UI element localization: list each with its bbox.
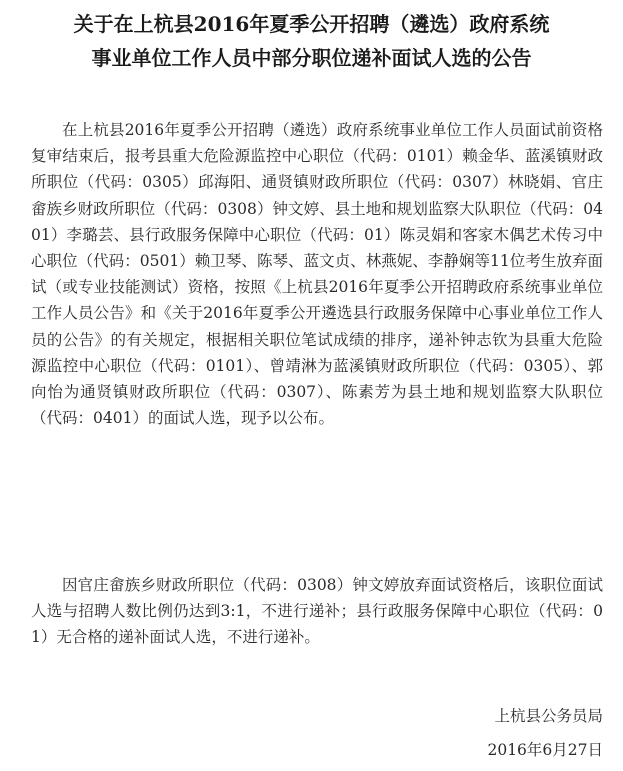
signature-date: 2016年6月27日 [487,741,603,759]
title-line-2: 事业单位工作人员中部分职位递补面试人选的公告 [91,46,532,70]
signature-organization: 上杭县公务员局 [494,707,603,725]
body-paragraph-1 [31,117,603,431]
title-line-1: 关于在上杭县2016年夏季公开招聘（遴选）政府系统 [73,12,550,36]
paragraph-text: 因官庄畲族乡财政所职位（代码：0308）钟文婷放弃面试资格后，该职位面试人选与招聘人数比例仍达到3:1，不进行递补；县行政服务保障中心职位（代码：01）无合格的递补面试人选，不进行递补。 [31,576,603,647]
body-paragraph-2 [31,572,603,651]
paragraph-text: 在上杭县2016年夏季公开招聘（遴选）政府系统事业单位工作人员面试前资格复审结束后，报考县重大危险源监控中心职位（代码：0101）赖金华、蓝溪镇财政所职位（代码：0305）邱海阳、通贤镇财政所职位（代码：0307）林晓娟、官庄畲族乡财政所职位（代码：0308）钟文婷、县土地和规划监察大队职位（代码：0401）李璐芸、县行政服务保障中心职位（代码：01）陈灵娟和客家木偶艺术传习中心职位（代码：0501）赖卫琴、陈琴、蓝文贞、林燕妮、李静娴等11位考生放弃面试（或专业技能测试）资格，按照《上杭县2016年夏季公开招聘政府系统事业单位工作人员公告》和《关于2016年夏季公开遴选县行政服务保障中心事业单位工作人员的公告》的有关规定，根据相关职位笔试成绩的排序，递补钟志钦为县重大危险源监控中心职位（代码：0101）、曾靖淋为蓝溪镇财政所职位（代码：0305）、郭向怡为通贤镇财政所职位（代码：0307）、陈素芳为县土地和规划监察大队职位（代码：0401）的面试人选，现予以公布。 [31,121,603,428]
